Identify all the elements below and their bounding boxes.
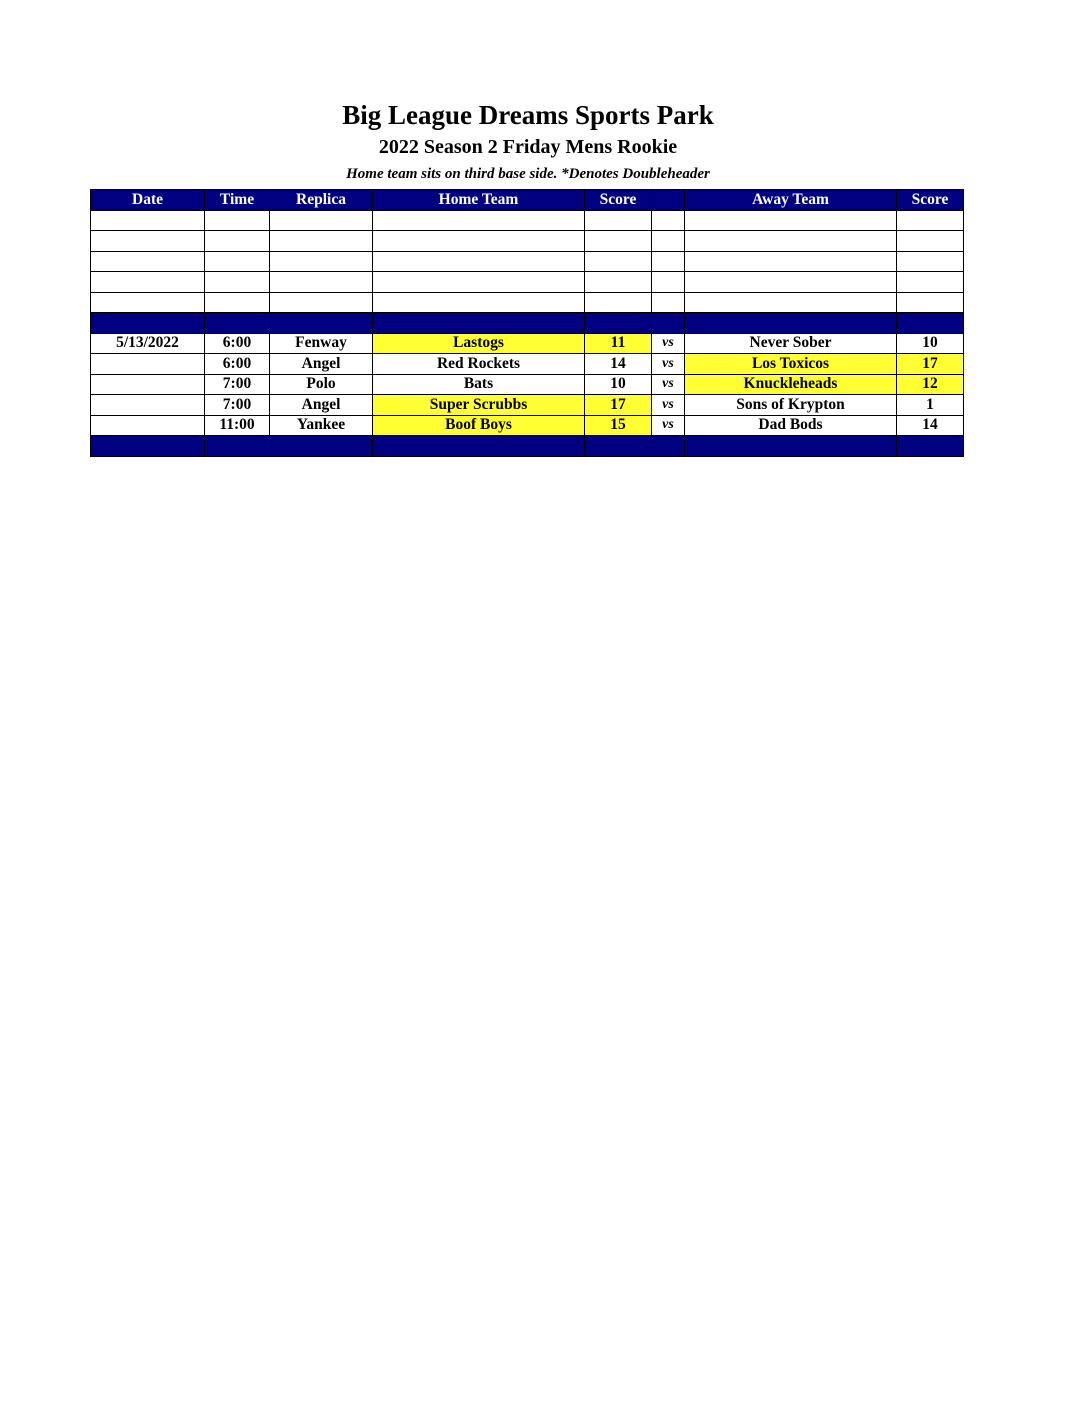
home-team: Red Rockets — [373, 354, 585, 375]
empty-row — [91, 251, 964, 272]
game-time: 7:00 — [205, 374, 270, 395]
home-score: 15 — [585, 415, 652, 436]
home-score: 11 — [585, 333, 652, 354]
away-score: 1 — [897, 395, 964, 416]
vs-label: vs — [652, 395, 685, 416]
vs-label: vs — [652, 333, 685, 354]
away-team: Dad Bods — [685, 415, 897, 436]
game-date — [91, 395, 205, 416]
page-title: Big League Dreams Sports Park — [342, 100, 714, 130]
empty-row — [91, 272, 964, 293]
game-replica: Fenway — [270, 333, 373, 354]
away-score: 14 — [897, 415, 964, 436]
game-row — [91, 395, 964, 416]
game-replica: Polo — [270, 374, 373, 395]
game-time: 7:00 — [205, 395, 270, 416]
vs-label: vs — [652, 354, 685, 375]
column-header-time: Time — [205, 190, 270, 211]
home-score: 14 — [585, 354, 652, 375]
column-header-home-score: Score — [585, 190, 652, 211]
game-time: 6:00 — [205, 333, 270, 354]
column-header-away-score: Score — [897, 190, 964, 211]
column-header-vs — [652, 190, 685, 211]
away-team: Los Toxicos — [685, 354, 897, 375]
game-date: 5/13/2022 — [91, 333, 205, 354]
home-score: 17 — [585, 395, 652, 416]
column-header-home-team: Home Team — [373, 190, 585, 211]
away-score: 12 — [897, 374, 964, 395]
game-replica: Yankee — [270, 415, 373, 436]
schedule-table — [90, 189, 964, 457]
game-row — [91, 374, 964, 395]
home-score: 10 — [585, 374, 652, 395]
empty-row — [91, 231, 964, 252]
home-team: Bats — [373, 374, 585, 395]
empty-row — [91, 210, 964, 231]
away-team: Sons of Krypton — [685, 395, 897, 416]
separator-band — [91, 313, 964, 334]
game-row — [91, 354, 964, 375]
away-team: Never Sober — [685, 333, 897, 354]
schedule-note: Home team sits on third base side. *Denotes Doubleheader — [346, 166, 710, 182]
column-header-date: Date — [91, 190, 205, 211]
away-score: 17 — [897, 354, 964, 375]
vs-label: vs — [652, 374, 685, 395]
page-subtitle: 2022 Season 2 Friday Mens Rookie — [378, 136, 678, 158]
separator-band — [91, 436, 964, 457]
home-team: Lastogs — [373, 333, 585, 354]
column-header-away-team: Away Team — [685, 190, 897, 211]
game-date — [91, 374, 205, 395]
home-team: Boof Boys — [373, 415, 585, 436]
game-row — [91, 415, 964, 436]
game-time: 11:00 — [205, 415, 270, 436]
column-header-replica: Replica — [270, 190, 373, 211]
away-score: 10 — [897, 333, 964, 354]
home-team: Super Scrubbs — [373, 395, 585, 416]
game-date — [91, 415, 205, 436]
empty-row — [91, 292, 964, 313]
away-team: Knuckleheads — [685, 374, 897, 395]
game-time: 6:00 — [205, 354, 270, 375]
game-row — [91, 333, 964, 354]
game-date — [91, 354, 205, 375]
game-replica: Angel — [270, 354, 373, 375]
game-replica: Angel — [270, 395, 373, 416]
table-header-row — [91, 190, 964, 211]
vs-label: vs — [652, 415, 685, 436]
